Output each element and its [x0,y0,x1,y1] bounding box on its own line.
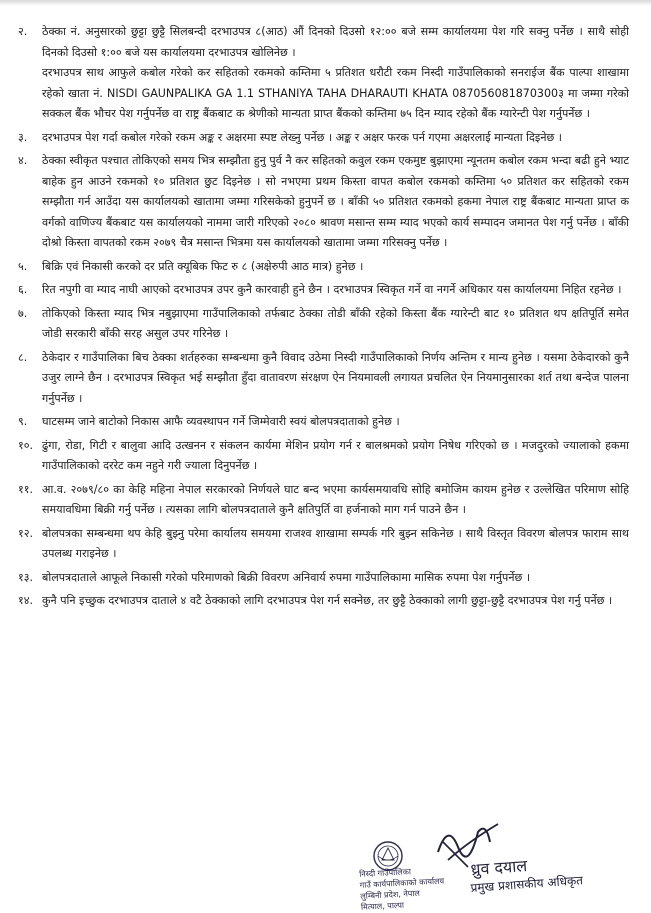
list-item [0,480,651,521]
page-top-edge [0,0,651,6]
item-number: ४. [18,154,28,167]
item-number: १२. [18,526,34,540]
item-number: ११. [18,482,34,496]
item-text: ढुंगा, रोडा, गिटी र बालुवा आदि उत्खनन र संकलन कार्यमा मेशिन प्रयोग गर्न र बालश्रमको प्रयोग निषेध गरिएको छ । मजदुरको ज्यालाको हकमा गाउँपालिकाको दररेट कम नहुने गरी ज्याला दिनुपर्नेछ । [42,438,629,472]
list-item [0,568,651,589]
item-number: ७. [18,306,28,320]
item-number: १४. [18,594,34,607]
item-number: ९. [18,415,28,428]
item-text: रित नपुगी वा म्याद नाघी आएको दरभाउपत्र उपर कुनै कारवाही हुने छैन । दरभाउपत्र स्विकृत गर्ने वा नगर्ने अधिकार यस कार्यालयमा निहित रहनेछ । [42,283,622,296]
notice-body [0,22,651,615]
item-text: ठेकेदार र गाउँपालिका बिच ठेक्का शर्तहरुका सम्बन्धमा कुनै विवाद उठेमा निस्दी गाउँपालिकाको निर्णय अन्तिम र मान्य हुनेछ । यसमा ठेकेदारको कुनै उजुर लाग्ने छैन । दरभाउपत्र स्विकृत भई सम्झौता हुँदा वातावरण संरक्षण ऐन नियमावली लगायत प्रचलित ऐन नियमानुसारका शर्त तथा बन्देज पालना गर्नुपर्नेछ । [42,350,629,405]
item-text: बोलपत्रका सम्बन्धमा थप केहि बुझ्नु परेमा कार्यालय समयमा राजश्व शाखामा सम्पर्क गरि बुझ्न सकिनेछ । साथै विस्तृत विवरण बोलपत्र फाराम साथ उपलब्ध गराइनेछ । [42,526,629,560]
item-text: बोलपत्रदाताले आफूले निकासी गरेको परिमाणको बिक्री विवरण अनिवार्य रुपमा गाउँपालिकामा मासिक रुपमा पेश गर्नुपर्नेछ । [42,570,531,584]
item-number: ३. [18,130,28,144]
item-text: आ.व. २०७९/८० का केहि महिना नेपाल सरकारको निर्णयले घाट बन्द भएमा कार्यसमयावधि सोहि बमोजिम कायम हुनेछ र उल्लेखित परिमाण सोहि समयावधिमा बिक्री गर्नु पर्नेछ । त्यसका लागि बोलपत्रदाताले कुनै क्षतिपुर्ति वा हर्जनाको माग गर्न पाउने छैन । [42,482,629,516]
stamp-line: मित्याल, पाल्पा [360,900,405,912]
item-text: घाटसम्म जाने बाटोको निकास आफै व्यवस्थापन गर्ने जिम्मेवारी स्वयं बोलपत्रदाताको हुनेछ । [42,415,400,428]
item-number: ८. [18,350,28,364]
list-item [0,304,651,345]
stamp-line: निस्दी गाउँपालिका [358,867,412,879]
list-item [0,280,651,301]
stamp-line: गाउँ कार्यपालिकाको कार्यालय [359,876,445,890]
item-number: १०. [18,438,34,452]
list-item [0,151,651,254]
list-item [0,436,651,477]
item-text: तोकिएको किस्ता म्याद भित्र नबुझाएमा गाउँपालिकाको तर्फबाट ठेक्का तोडी बाँकी रहेको किस्ता बैंक ग्यारेन्टी बाट १० प्रतिशत थप क्षतिपूर्ति समेत जोडी सरकारी बाँकी सरह असुल उपर गरिनेछ । [42,306,629,340]
list-item [0,524,651,565]
signatory-name: ध्रुव दयाल [470,856,528,879]
stamp-line: लुम्बिनी प्रदेश, नेपाल [360,888,421,901]
list-item [0,257,651,278]
item-text: बिक्रि एवं निकासी करको दर प्रति क्यूबिक फिट रु ८ (अक्षेरुपी आठ मात्र) हुनेछ । [42,259,364,273]
list-item [0,412,651,433]
list-item [0,22,651,125]
list-item [0,128,651,149]
item-text: कुनै पनि इच्छुक दरभाउपत्र दाताले ४ वटै ठेक्काको लागि दरभाउपत्र पेश गर्न सक्नेछ, तर छुट्टै ठेक्काको लागी छुट्टा-छुट्टै दरभाउपत्र पेश गर्नु पर्नेछ । [42,594,613,607]
item-text: दरभाउपत्र पेश गर्दा कबोल गरेको रकम अङ्क र अक्षरमा स्पष्ट लेख्नु पर्नेछ । अङ्क र अक्षर फरक पर्न गएमा अक्षरलाई मान्यता दिइनेछ । [42,130,562,144]
item-text: दरभाउपत्र साथ आफुले कबोल गरेको कर सहितको रकमको कम्तिमा ५ प्रतिशत धरौटी रकम निस्दी गाउँपालिकाको सनराईज बैंक पाल्पा शाखामा रहेको खाता नं. NISDI GAUNPALIKA GA 1.1 STHANIYA TAHA DHARAUTI KHATA 087056081870300३ मा जम्मा गरेको सक्कल बैंक भौचर पेश गर्नुपर्नेछ वा राष्ट्र बैंकबाट क श्रेणीको मान्यता प्राप्त बैंकको कम्तिमा ७५ दिन म्याद रहेको बैंक ग्यारेन्टी पेश गर्नुपर्नेछ । [42,66,629,120]
list-item [0,348,651,410]
item-number: २. [18,25,28,38]
list-item [0,591,651,612]
item-text: ठेक्का स्वीकृत पश्चात तोकिएको समय भित्र सम्झौता हुनु पुर्व नै कर सहितको कवुल रकम एकमुष्ट बुझाएमा न्यूनतम कबोल रकम भन्दा बढी हुने भ्याट बाहेक हुन आउने रकमको १० प्रतिशत छुट दिइनेछ । सो नभएमा प्रथम किस्ता वापत कबोल रकमको कम्तिमा ५० प्रतिशत कर सहितको रकम सम्झौता गर्न आउँदा यस कार्यालयको खातामा जम्मा गरिसकेको हुनुपर्ने छ । बाँकी ५० प्रतिशत रकमको हकमा नेपाल राष्ट्र बैंकबाट मान्यता प्राप्त क वर्गको वाणिज्य बैंकबाट यस कार्यालयको नाममा जारी गरिएको २०८० श्रावण मसान्त सम्म म्याद भएको कार्य सम्पादन जमानत पेश गर्नु पर्नेछ । बाँकी दोश्रो किस्ता वापतको रकम २०७९ चैत्र मसान्त भित्रमा यस कार्यालयको खातामा जम्मा गरिसक्नु पर्नेछ । [42,154,629,249]
item-number: १३. [18,570,34,584]
item-text: ठेक्का नं. अनुसारको छुट्टा छुट्टै सिलबन्दी दरभाउपत्र ८(आठ) औं दिनको दिउसो १२:०० बजे सम्म कार्यालयमा पेश गरि सक्नु पर्नेछ । साथै सोही दिनको दिउसो १:०० बजे यस कार्यालयमा दरभाउपत्र खोलिनेछ । [42,25,629,59]
signatory-title: प्रमुख प्रशासकीय अधिकृत [470,873,584,895]
item-number: ५. [18,259,28,273]
item-number: ६. [18,283,28,296]
